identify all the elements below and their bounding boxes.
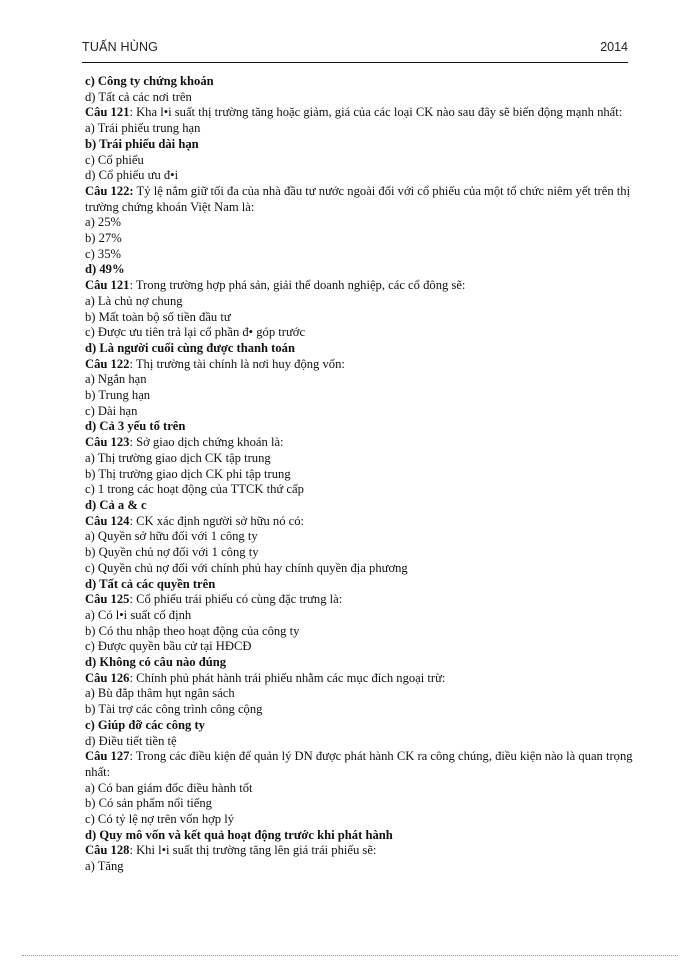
line-text: b) Mất toàn bộ số tiền đầu tư <box>85 309 231 324</box>
line-text: d) Cả a & c <box>85 497 147 512</box>
line-text: : Cổ phiếu trái phiếu có cùng đặc trưng là: <box>129 592 343 607</box>
line-text: d) 49% <box>85 262 125 277</box>
answer-line <box>85 121 645 137</box>
line-text: c) Cổ phiếu <box>85 152 144 167</box>
question-number: Câu 124 <box>85 513 130 528</box>
question-number: Câu 122 <box>85 356 130 371</box>
answer-line <box>85 624 645 640</box>
question-line <box>85 357 645 373</box>
line-text: : Khi l•i suất thị trường tăng lên giá trái phiếu sẽ: <box>129 843 377 858</box>
line-text: b) Có sản phẩm nổi tiếng <box>85 796 212 811</box>
line-text: d) Không có câu nào đúng <box>85 655 227 670</box>
question-line <box>85 843 645 859</box>
answer-line <box>85 372 645 388</box>
question-line <box>85 749 645 780</box>
answer-line <box>85 734 645 750</box>
line-text: c) Được quyền bầu cử tại HĐCĐ <box>85 639 252 654</box>
answer-line-correct <box>85 419 645 435</box>
line-text: a) 25% <box>85 215 122 230</box>
line-text: a) Trái phiếu trung hạn <box>85 121 201 136</box>
answer-line-correct <box>85 828 645 844</box>
line-text: a) Có ban giám đốc điều hành tốt <box>85 780 253 795</box>
answer-line <box>85 781 645 797</box>
line-text: a) Có l•i suất cố định <box>85 607 192 622</box>
question-number: Câu 123 <box>85 435 130 450</box>
header-year: 2014 <box>600 40 628 54</box>
answer-line <box>85 247 645 263</box>
line-text: a) Ngắn hạn <box>85 372 147 387</box>
line-text: : Chính phủ phát hành trái phiếu nhằm các mục đích ngoại trừ: <box>129 670 446 685</box>
answer-line <box>85 451 645 467</box>
line-text: c) Có tỷ lệ nợ trên vốn hợp lý <box>85 812 235 827</box>
question-number: Câu 125 <box>85 592 130 607</box>
question-number: Câu 127 <box>85 749 130 764</box>
answer-line <box>85 153 645 169</box>
answer-line-correct <box>85 341 645 357</box>
answer-line-correct <box>85 262 645 278</box>
question-number: Câu 122: <box>85 183 134 198</box>
line-text: c) Dài hạn <box>85 403 138 418</box>
line-text: a) Là chủ nợ chung <box>85 293 183 308</box>
answer-line <box>85 231 645 247</box>
line-text: b) Trung hạn <box>85 388 151 403</box>
question-line <box>85 514 645 530</box>
line-text: : CK xác định người sở hữu nó có: <box>129 513 305 528</box>
answer-line <box>85 215 645 231</box>
question-line <box>85 671 645 687</box>
answer-line <box>85 561 645 577</box>
line-text: d) Cổ phiếu ưu đ•i <box>85 168 179 183</box>
answer-line-correct <box>85 137 645 153</box>
line-text: b) Tài trợ các công trình công cộng <box>85 702 263 717</box>
answer-line-correct <box>85 655 645 671</box>
answer-line-correct <box>85 577 645 593</box>
answer-line <box>85 168 645 184</box>
header-author: TUẤN HÙNG <box>82 40 159 54</box>
line-text: c) 1 trong các hoạt động của TTCK thứ cấp <box>85 482 304 497</box>
line-text: d) Tất cả các quyền trên <box>85 576 216 591</box>
line-text: d) Điều tiết tiền tệ <box>85 733 177 748</box>
answer-line-correct <box>85 718 645 734</box>
answer-line <box>85 859 645 875</box>
answer-line <box>85 796 645 812</box>
line-text: : Sở giao dịch chứng khoán là: <box>129 435 284 450</box>
line-text: d) Cả 3 yếu tố trên <box>85 419 186 434</box>
line-text: a) Quyền sở hữu đối với 1 công ty <box>85 529 258 544</box>
line-text: b) Quyền chủ nợ đối với 1 công ty <box>85 545 259 560</box>
answer-line-correct <box>85 498 645 514</box>
answer-line <box>85 310 645 326</box>
answer-line <box>85 467 645 483</box>
line-text: c) 35% <box>85 246 122 261</box>
line-text: d) Quy mô vốn và kết quả hoạt động trước khi phát hành <box>85 827 393 842</box>
answer-line <box>85 325 645 341</box>
question-number: Câu 126 <box>85 670 130 685</box>
answer-line <box>85 404 645 420</box>
answer-line <box>85 545 645 561</box>
answer-line <box>85 90 645 106</box>
question-number: Câu 121 <box>85 105 130 120</box>
question-line <box>85 435 645 451</box>
line-text: d) Tất cả các nơi trên <box>85 89 192 104</box>
header-rule <box>82 62 628 63</box>
question-line <box>85 184 645 215</box>
page-header <box>82 40 628 60</box>
line-text: b) 27% <box>85 231 122 246</box>
line-text: : Kha l•i suất thị trường tăng hoặc giảm, giá của các loại CK nào sau đây sẽ biến động mạnh nhất: <box>129 105 623 120</box>
line-text: b) Trái phiếu dài hạn <box>85 136 199 151</box>
answer-line <box>85 702 645 718</box>
answer-line <box>85 639 645 655</box>
line-text: : Thị trường tài chính là nơi huy động vốn: <box>129 356 345 371</box>
answer-line <box>85 294 645 310</box>
line-text: a) Bù đắp thâm hụt ngân sách <box>85 686 235 701</box>
line-text: a) Thị trường giao dịch CK tập trung <box>85 450 271 465</box>
question-number: Câu 128 <box>85 843 130 858</box>
question-line <box>85 105 645 121</box>
answer-line <box>85 686 645 702</box>
question-number: Câu 121 <box>85 278 130 293</box>
answer-line <box>85 608 645 624</box>
answer-line-correct <box>85 74 645 90</box>
footer-divider <box>22 955 678 956</box>
line-text: c) Công ty chứng khoán <box>85 74 214 88</box>
line-text: b) Có thu nhập theo hoạt động của công ty <box>85 623 300 638</box>
answer-line <box>85 482 645 498</box>
question-line <box>85 278 645 294</box>
line-text: a) Tăng <box>85 859 124 874</box>
question-line <box>85 592 645 608</box>
line-text: c) Quyền chủ nợ đối với chính phủ hay chính quyền địa phương <box>85 560 408 575</box>
line-text: d) Là người cuối cùng được thanh toán <box>85 340 295 355</box>
answer-line <box>85 388 645 404</box>
line-text: b) Thị trường giao dịch CK phi tập trung <box>85 466 291 481</box>
document-body <box>85 74 645 875</box>
line-text: c) Giúp đỡ các công ty <box>85 717 205 732</box>
answer-line <box>85 812 645 828</box>
line-text: : Trong trường hợp phá sản, giải thể doanh nghiệp, các cổ đông sẽ: <box>129 278 466 293</box>
answer-line <box>85 529 645 545</box>
line-text: Tỷ lệ nắm giữ tối đa của nhà đầu tư nước ngoài đối với cổ phiếu của một tổ chức niêm yết trên thị trường chứng khoán Việt Nam là: <box>85 183 631 214</box>
line-text: : Trong các điều kiện để quản lý DN được phát hành CK ra công chúng, điều kiện nào là quan trọng nhất: <box>85 749 633 779</box>
line-text: c) Được ưu tiên trả lại cổ phần đ• góp trước <box>85 325 306 340</box>
